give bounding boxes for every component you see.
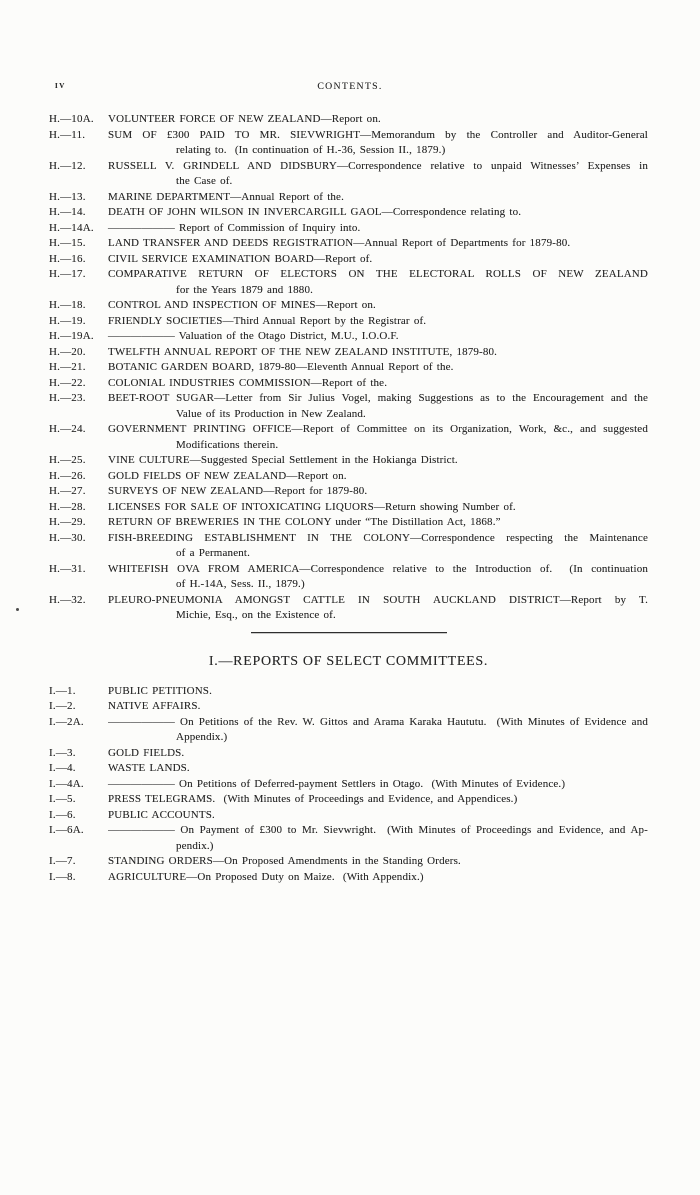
entry-line: BOTANIC GARDEN BOARD, 1879-80—Eleventh Annual Report of the. xyxy=(108,361,454,373)
entry-text xyxy=(108,221,648,237)
entry-line: GOLD FIELDS. xyxy=(108,746,185,759)
entry-id: H.—12. xyxy=(49,159,86,172)
entry-line: MARINE DEPARTMENT—Annual Report of the. xyxy=(108,190,344,203)
entry-text xyxy=(108,236,648,252)
entry-line: PRESS TELEGRAMS. (With Minutes of Proceedings and Evidence, and Appendices.) xyxy=(108,793,518,805)
entry-line: GOLD FIELDS OF NEW ZEALAND—Report on. xyxy=(108,469,347,482)
entry-line: relating to. (In continuation of H.-36, Session II., 1879.) xyxy=(176,144,446,156)
entry-id: I.—3. xyxy=(49,746,76,759)
contents-list xyxy=(49,112,648,885)
entry-id: H.—26. xyxy=(49,469,86,482)
entry-line: STANDING ORDERS—On Proposed Amendments in the Standing Orders. xyxy=(108,855,461,867)
entry-line: —————— On Petitions of Deferred-payment Settlers in Otago. (With Minutes of Evidence.) xyxy=(108,777,566,790)
entry-line: Appendix.) xyxy=(176,731,228,743)
contents-entry xyxy=(49,252,648,268)
entry-text xyxy=(108,808,648,824)
contents-entry xyxy=(49,112,648,128)
entry-line: LICENSES FOR SALE OF INTOXICATING LIQUORS—Return showing Number of. xyxy=(108,500,516,513)
entry-id: H.—21. xyxy=(49,361,86,373)
entry-id: H.—13. xyxy=(49,190,86,203)
entry-line: pendix.) xyxy=(176,839,214,852)
contents-entry xyxy=(49,314,648,330)
contents-entry xyxy=(49,376,648,392)
entry-text xyxy=(108,515,648,531)
contents-entry xyxy=(49,484,648,500)
entry-id: H.—19. xyxy=(49,314,86,327)
contents-entry xyxy=(49,236,648,252)
page-number: iv xyxy=(55,80,66,91)
entry-text xyxy=(108,391,648,422)
contents-entry xyxy=(49,531,648,562)
entry-id: H.—11. xyxy=(49,128,86,141)
entry-text xyxy=(108,159,648,190)
contents-entry xyxy=(49,515,648,531)
entry-text xyxy=(108,823,648,854)
entry-text xyxy=(108,298,648,314)
contents-section xyxy=(49,632,648,886)
entry-line: GOVERNMENT PRINTING OFFICE—Report of Committee on its Organization, Work, &c., and suggested xyxy=(108,423,648,435)
contents-entry xyxy=(49,870,648,886)
entry-line: Modifications therein. xyxy=(176,438,279,451)
entry-id: I.—4. xyxy=(49,762,76,774)
entry-text xyxy=(108,128,648,159)
entry-line: for the Years 1879 and 1880. xyxy=(176,283,313,296)
entry-line: AGRICULTURE—On Proposed Duty on Maize. (With Appendix.) xyxy=(108,870,424,883)
entry-text xyxy=(108,484,648,500)
contents-entry xyxy=(49,808,648,824)
contents-entry xyxy=(49,221,648,237)
entry-id: H.—22. xyxy=(49,376,86,389)
ink-speck xyxy=(16,608,19,611)
contents-entry xyxy=(49,823,648,854)
entry-text xyxy=(108,746,648,762)
entry-line: WHITEFISH OVA FROM AMERICA—Correspondence relative to the Introduction of. (In continuation xyxy=(108,562,648,575)
entry-text xyxy=(108,112,648,128)
entry-text xyxy=(108,562,648,593)
entry-line: of a Permanent. xyxy=(176,547,250,559)
entry-line: WASTE LANDS. xyxy=(108,762,190,774)
contents-entry xyxy=(49,500,648,516)
entry-id: H.—32. xyxy=(49,593,86,606)
entry-line: COLONIAL INDUSTRIES COMMISSION—Report of the. xyxy=(108,376,388,389)
contents-entry xyxy=(49,699,648,715)
contents-entry xyxy=(49,453,648,469)
entry-id: H.—29. xyxy=(49,516,86,528)
entry-line: LAND TRANSFER AND DEEDS REGISTRATION—Annual Report of Departments for 1879-80. xyxy=(108,237,571,249)
entry-line: Michie, Esq., on the Existence of. xyxy=(176,609,336,621)
entry-text xyxy=(108,205,648,221)
contents-entry xyxy=(49,854,648,870)
entry-line: FISH-BREEDING ESTABLISHMENT IN THE COLONY—Correspondence respecting the Maintenance xyxy=(108,531,648,544)
entry-text xyxy=(108,345,648,361)
entry-id: H.—20. xyxy=(49,345,86,358)
entry-id: H.—25. xyxy=(49,454,86,466)
page-header-title: CONTENTS. xyxy=(317,81,383,92)
entry-id: H.—23. xyxy=(49,392,86,404)
entry-id: I.—4A. xyxy=(49,777,84,790)
entry-id: H.—14. xyxy=(49,206,86,218)
contents-entry xyxy=(49,562,648,593)
entry-id: H.—14A. xyxy=(49,221,94,234)
entry-line: NATIVE AFFAIRS. xyxy=(108,700,201,712)
entry-text xyxy=(108,761,648,777)
entry-text xyxy=(108,329,648,345)
entry-line: FRIENDLY SOCIETIES—Third Annual Report by the Registrar of. xyxy=(108,314,427,327)
entry-text xyxy=(108,500,648,516)
entry-id: I.—8. xyxy=(49,870,76,883)
contents-entry xyxy=(49,761,648,777)
contents-entry xyxy=(49,593,648,624)
entry-line: —————— On Petitions of the Rev. W. Gittos and Arama Karaka Haututu. (With Minutes of Evidence and xyxy=(108,715,648,728)
entry-line: TWELFTH ANNUAL REPORT OF THE NEW ZEALAND INSTITUTE, 1879-80. xyxy=(108,345,498,358)
entry-text xyxy=(108,469,648,485)
entry-id: H.—27. xyxy=(49,485,86,497)
entry-line: BEET-ROOT SUGAR—Letter from Sir Julius Vogel, making Suggestions as to the Encouragement and the xyxy=(108,392,648,404)
contents-entry xyxy=(49,391,648,422)
contents-entry xyxy=(49,345,648,361)
section-divider xyxy=(251,632,447,633)
entry-id: H.—19A. xyxy=(49,330,94,342)
entry-line: RETURN OF BREWERIES IN THE COLONY under “The Distillation Act, 1868.” xyxy=(108,516,501,528)
entry-line: the Case of. xyxy=(176,175,233,187)
entry-line: —————— Report of Commission of Inquiry into. xyxy=(108,221,361,234)
contents-entry xyxy=(49,792,648,808)
entry-id: H.—30. xyxy=(49,531,86,544)
entry-id: I.—7. xyxy=(49,855,76,867)
entry-line: DEATH OF JOHN WILSON IN INVERCARGILL GAOL—Correspondence relating to. xyxy=(108,206,522,218)
contents-entry xyxy=(49,422,648,453)
section-entries xyxy=(49,112,648,624)
entry-id: H.—17. xyxy=(49,268,86,280)
contents-entry xyxy=(49,715,648,746)
entry-line: PUBLIC PETITIONS. xyxy=(108,684,212,697)
contents-section xyxy=(49,112,648,624)
entry-id: H.—28. xyxy=(49,500,86,513)
contents-entry xyxy=(49,190,648,206)
contents-entry xyxy=(49,128,648,159)
section-entries xyxy=(49,684,648,886)
contents-entry xyxy=(49,205,648,221)
entry-line: SURVEYS OF NEW ZEALAND—Report for 1879-80. xyxy=(108,485,368,497)
entry-text xyxy=(108,699,648,715)
entry-text xyxy=(108,267,648,298)
entry-line: RUSSELL V. GRINDELL AND DIDSBURY—Correspondence relative to unpaid Witnesses’ Expenses in xyxy=(108,159,648,172)
entry-id: I.—2. xyxy=(49,700,76,712)
contents-entry xyxy=(49,469,648,485)
entry-id: I.—1. xyxy=(49,684,76,697)
entry-text xyxy=(108,252,648,268)
entry-text xyxy=(108,360,648,376)
entry-text xyxy=(108,792,648,808)
entry-id: I.—6. xyxy=(49,808,76,821)
entry-line: COMPARATIVE RETURN OF ELECTORS ON THE ELECTORAL ROLLS OF NEW ZEALAND xyxy=(108,268,648,280)
entry-line: of H.-14A, Sess. II., 1879.) xyxy=(176,578,305,590)
entry-text xyxy=(108,870,648,886)
entry-text xyxy=(108,715,648,746)
entry-text xyxy=(108,777,648,793)
section-head xyxy=(49,632,648,670)
entry-text xyxy=(108,531,648,562)
contents-entry xyxy=(49,159,648,190)
entry-id: H.—15. xyxy=(49,237,86,249)
contents-entry xyxy=(49,360,648,376)
entry-line: PLEURO-PNEUMONIA AMONGST CATTLE IN SOUTH AUCKLAND DISTRICT—Report by T. xyxy=(108,593,648,606)
entry-id: I.—5. xyxy=(49,793,76,805)
contents-entry xyxy=(49,267,648,298)
entry-text xyxy=(108,854,648,870)
contents-entry xyxy=(49,746,648,762)
contents-entry xyxy=(49,777,648,793)
entry-line: CIVIL SERVICE EXAMINATION BOARD—Report of. xyxy=(108,252,373,265)
entry-text xyxy=(108,314,648,330)
entry-line: CONTROL AND INSPECTION OF MINES—Report on. xyxy=(108,299,376,311)
entry-text xyxy=(108,684,648,700)
entry-line: —————— Valuation of the Otago District, M.U., I.O.O.F. xyxy=(108,330,399,342)
entry-line: Value of its Production in New Zealand. xyxy=(176,407,366,420)
entry-line: VINE CULTURE—Suggested Special Settlement in the Hokianga District. xyxy=(108,454,458,466)
contents-entry xyxy=(49,684,648,700)
entry-text xyxy=(108,376,648,392)
entry-line: PUBLIC ACCOUNTS. xyxy=(108,808,215,821)
entry-id: I.—2A. xyxy=(49,715,84,728)
entry-line: VOLUNTEER FORCE OF NEW ZEALAND—Report on. xyxy=(108,113,381,125)
entry-text xyxy=(108,422,648,453)
entry-id: H.—10A. xyxy=(49,113,94,125)
entry-id: H.—18. xyxy=(49,299,86,311)
entry-line: —————— On Payment of £300 to Mr. Sievwright. (With Minutes of Proceedings and Evidence, and Ap- xyxy=(108,824,648,836)
entry-text xyxy=(108,453,648,469)
entry-text xyxy=(108,593,648,624)
entry-id: H.—16. xyxy=(49,252,86,265)
entry-id: H.—31. xyxy=(49,562,86,575)
contents-entry xyxy=(49,329,648,345)
entry-id: I.—6A. xyxy=(49,824,84,836)
entry-id: H.—24. xyxy=(49,423,86,435)
section-heading: I.—REPORTS OF SELECT COMMITTEES. xyxy=(208,653,489,669)
entry-text xyxy=(108,190,648,206)
entry-line: SUM OF £300 PAID TO MR. SIEVWRIGHT—Memorandum by the Controller and Auditor-General xyxy=(108,128,648,141)
contents-entry xyxy=(49,298,648,314)
